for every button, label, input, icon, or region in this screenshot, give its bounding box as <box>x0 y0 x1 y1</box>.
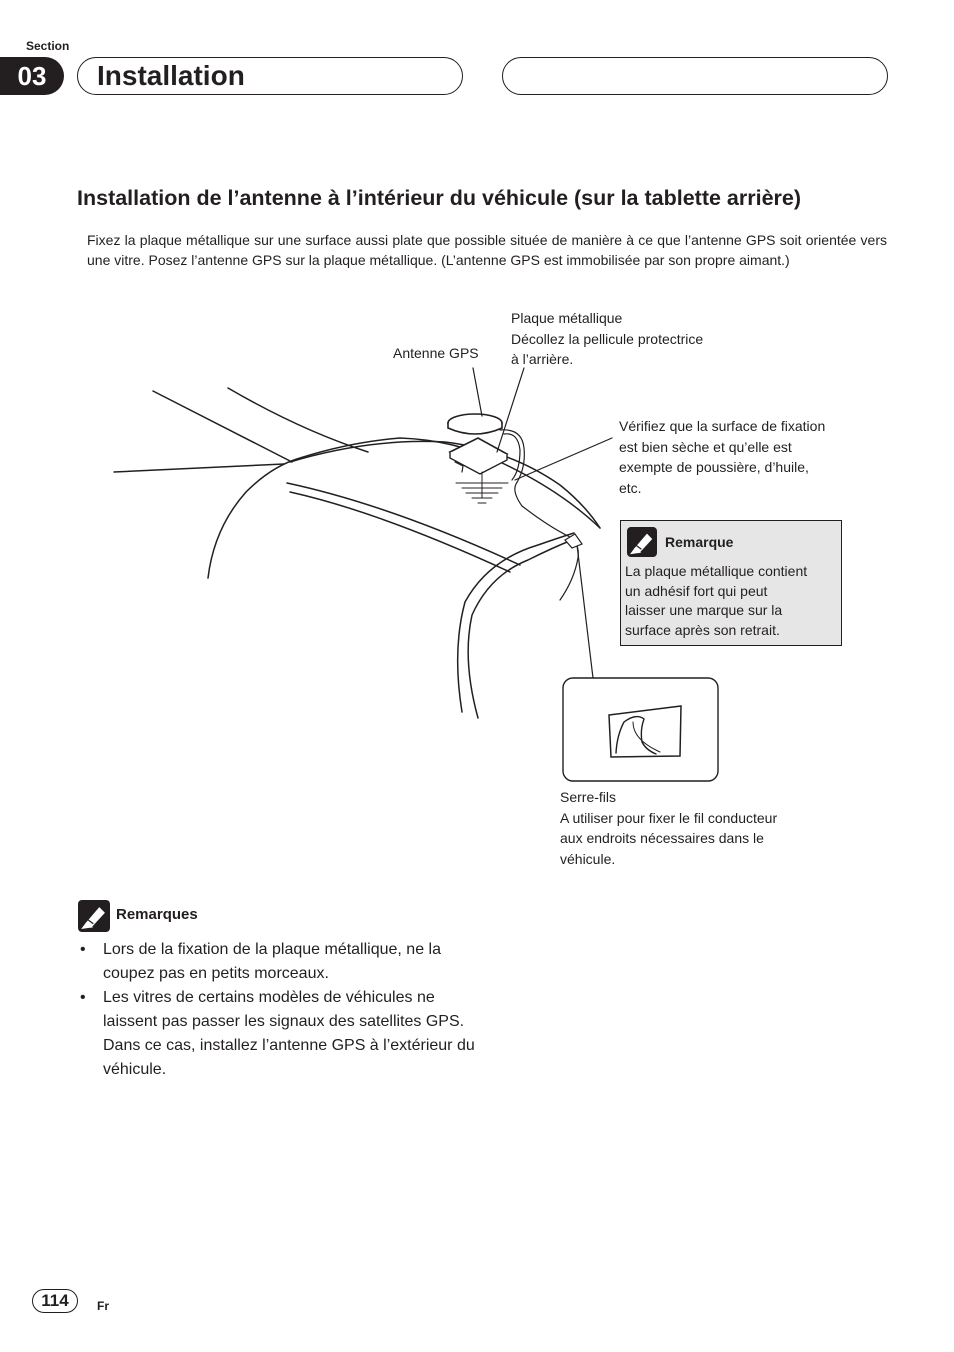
surface-hatch-icon <box>456 472 508 503</box>
plate-label-line: Plaque métallique <box>511 310 623 326</box>
language-code: Fr <box>97 1299 109 1313</box>
antenna-gps-label: Antenne GPS <box>393 345 479 361</box>
roof-edge-line <box>153 391 292 462</box>
pencil-icon <box>78 900 110 932</box>
section-heading: Installation de l’antenne à l’intérieur du véhicule (sur la tablette arrière) <box>77 186 802 210</box>
plate-label-line: Décollez la pellicule protectrice <box>511 330 704 347</box>
note-text <box>625 562 840 640</box>
roof-edge-line <box>228 388 368 452</box>
dashboard-line <box>114 464 284 472</box>
surface-label-line: Vérifiez que la surface de fixation <box>619 418 826 434</box>
leader-line-antenna <box>473 368 482 416</box>
clamp-label-line: A utiliser pour fixer le fil conducteur <box>560 809 778 826</box>
remarques-list <box>77 938 477 1082</box>
seat-back-outline <box>458 533 574 712</box>
remarques-title: Remarques <box>116 906 198 923</box>
note-text-line: laisser une marque sur la <box>625 602 783 618</box>
leader-line-plate <box>497 368 524 452</box>
leader-line-surface <box>515 438 612 480</box>
rear-shelf-outline <box>208 438 600 578</box>
clamp-label <box>560 787 777 869</box>
seat-back-outline <box>468 540 572 718</box>
page-title: Installation <box>97 60 245 91</box>
clamp-label-line: aux endroits nécessaires dans le <box>560 830 764 846</box>
surface-label-line: est bien sèche et qu’elle est <box>619 438 792 455</box>
note-text-line: un adhésif fort qui peut <box>625 582 768 599</box>
surface-label-line: etc. <box>619 479 642 496</box>
list-item: • Les vitres de certains modèles de véhicules ne laissent pas passer les signaux des satellites GPS. Dans ce cas, installez l’antenne GPS à l’extérieur du véhicule. <box>77 986 477 1082</box>
antenna-cable <box>500 430 578 600</box>
list-item: • Lors de la fixation de la plaque métallique, ne la coupez pas en petits morceaux. <box>77 938 477 986</box>
header-empty-frame <box>502 57 888 95</box>
page-number: 114 <box>32 1289 78 1313</box>
shelf-groove-line <box>287 483 520 565</box>
surface-label-line: exempte de poussière, d’huile, <box>619 459 809 475</box>
section-number-badge: 03 <box>0 57 64 95</box>
intro-paragraph: Fixez la plaque métallique sur une surface aussi plate que possible située de manière à ce que l’antenne GPS soit orientée vers une vitre. Posez l’antenne GPS sur la plaque métallique. (L’antenne GPS est immobilisée par son propre aimant.) <box>87 232 887 268</box>
plate-label <box>511 308 703 370</box>
surface-label <box>619 416 825 498</box>
clamp-label-line: Serre-fils <box>560 789 617 805</box>
leader-line-clamp <box>577 545 593 678</box>
plate-label-line: à l’arrière. <box>511 351 574 367</box>
note-text-line: surface après son retrait. <box>625 621 780 638</box>
note-title: Remarque <box>665 534 734 550</box>
shelf-groove-line <box>290 492 510 572</box>
note-text-line: La plaque métallique contient <box>625 563 808 579</box>
clamp-label-line: véhicule. <box>560 850 616 867</box>
rear-window-frame <box>290 441 600 528</box>
pencil-icon <box>627 527 657 557</box>
section-label: Section <box>26 39 70 53</box>
